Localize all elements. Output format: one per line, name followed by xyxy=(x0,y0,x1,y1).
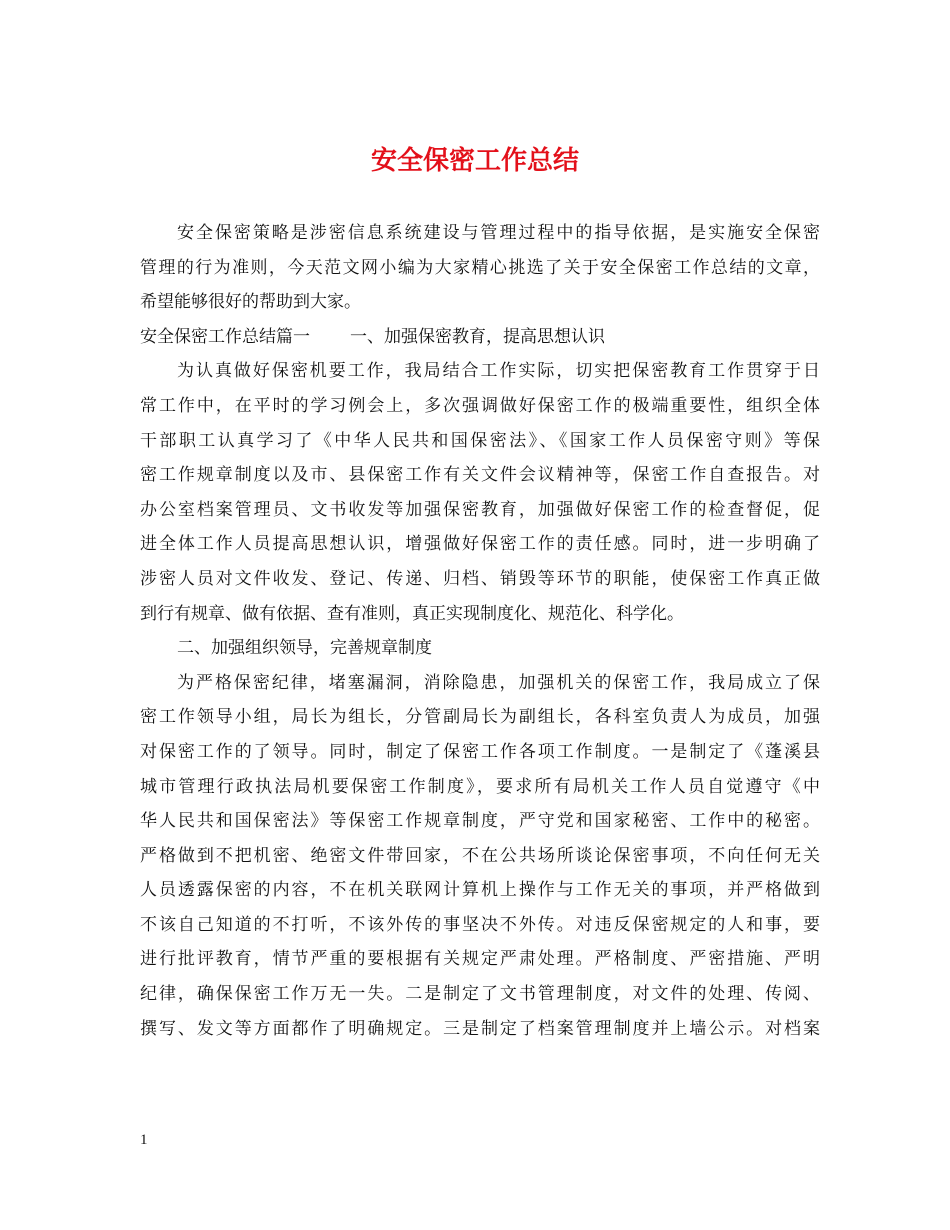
paragraph-line: 人员透露保密的内容，不在机关联网计算机上操作与工作无关的事项，并严格做到 xyxy=(140,880,820,901)
paragraph-line: 纪律，确保保密工作万无一失。二是制定了文书管理制度，对文件的处理、传阅、 xyxy=(140,984,820,1005)
paragraph-line: 华人民共和国保密法》等保密工作规章制度，严守党和国家秘密、工作中的秘密。 xyxy=(140,811,820,832)
article-heading: 安全保密工作总结篇一 xyxy=(140,326,310,347)
paragraph-line: 严格做到不把机密、绝密文件带回家，不在公共场所谈论保密事项，不向任何无关 xyxy=(140,845,820,866)
paragraph-line: 办公室档案管理员、文书收发等加强保密教育，加强做好保密工作的检查督促，促 xyxy=(140,499,820,520)
paragraph-line: 常工作中，在平时的学习例会上，多次强调做好保密工作的极端重要性，组织全体 xyxy=(140,395,820,416)
paragraph-line: 密工作领导小组，局长为组长，分管副局长为副组长，各科室负责人为成员，加强 xyxy=(140,707,820,728)
paragraph-line: 城市管理行政执法局机要保密工作制度》，要求所有局机关工作人员自觉遵守《中 xyxy=(140,776,820,797)
paragraph-line: 为认真做好保密机要工作，我局结合工作实际，切实把保密教育工作贯穿于日 xyxy=(177,361,820,382)
paragraph-line: 干部职工认真学习了《中华人民共和国保密法》、《国家工作人员保密守则》等保 xyxy=(140,430,820,451)
paragraph-line: 为严格保密纪律，堵塞漏洞，消除隐患，加强机关的保密工作，我局成立了保 xyxy=(177,672,820,693)
document-body xyxy=(140,216,820,1046)
paragraph-line: 安全保密策略是涉密信息系统建设与管理过程中的指导依据，是实施安全保密 xyxy=(177,223,820,243)
page-number: 1 xyxy=(140,1132,148,1148)
paragraph-line: 希望能够很好的帮助到大家。 xyxy=(140,292,361,313)
section-heading: 一、加强保密教育，提高思想认识 xyxy=(350,326,605,347)
paragraph-line: 密工作规章制度以及市、县保密工作有关文件会议精神等，保密工作自查报告。对 xyxy=(140,465,820,486)
paragraph-line: 到行有规章、做有依据、查有准则，真正实现制度化、规范化、科学化。 xyxy=(140,603,684,624)
section-heading-row xyxy=(140,320,820,355)
paragraph-line: 涉密人员对文件收发、登记、传递、归档、销毁等环节的职能，使保密工作真正做 xyxy=(140,568,820,589)
paragraph-line: 对保密工作的了领导。同时，制定了保密工作各项工作制度。一是制定了《蓬溪县 xyxy=(140,741,820,762)
paragraph-line: 进行批评教育，情节严重的要根据有关规定严肃处理。严格制度、严密措施、严明 xyxy=(140,949,820,970)
paragraph-line: 管理的行为准则，今天范文网小编为大家精心挑选了关于安全保密工作总结的文章， xyxy=(140,257,820,278)
paragraph-line: 进全体工作人员提高思想认识，增强做好保密工作的责任感。同时，进一步明确了 xyxy=(140,534,820,555)
paragraph-line: 不该自己知道的不打听，不该外传的事坚决不外传。对违反保密规定的人和事，要 xyxy=(140,914,820,935)
section-heading: 二、加强组织领导，完善规章制度 xyxy=(177,638,432,659)
document-title: 安全保密工作总结 xyxy=(370,146,579,176)
paragraph-line: 撰写、发文等方面都作了明确规定。三是制定了档案管理制度并上墙公示。对档案 xyxy=(140,1018,820,1039)
